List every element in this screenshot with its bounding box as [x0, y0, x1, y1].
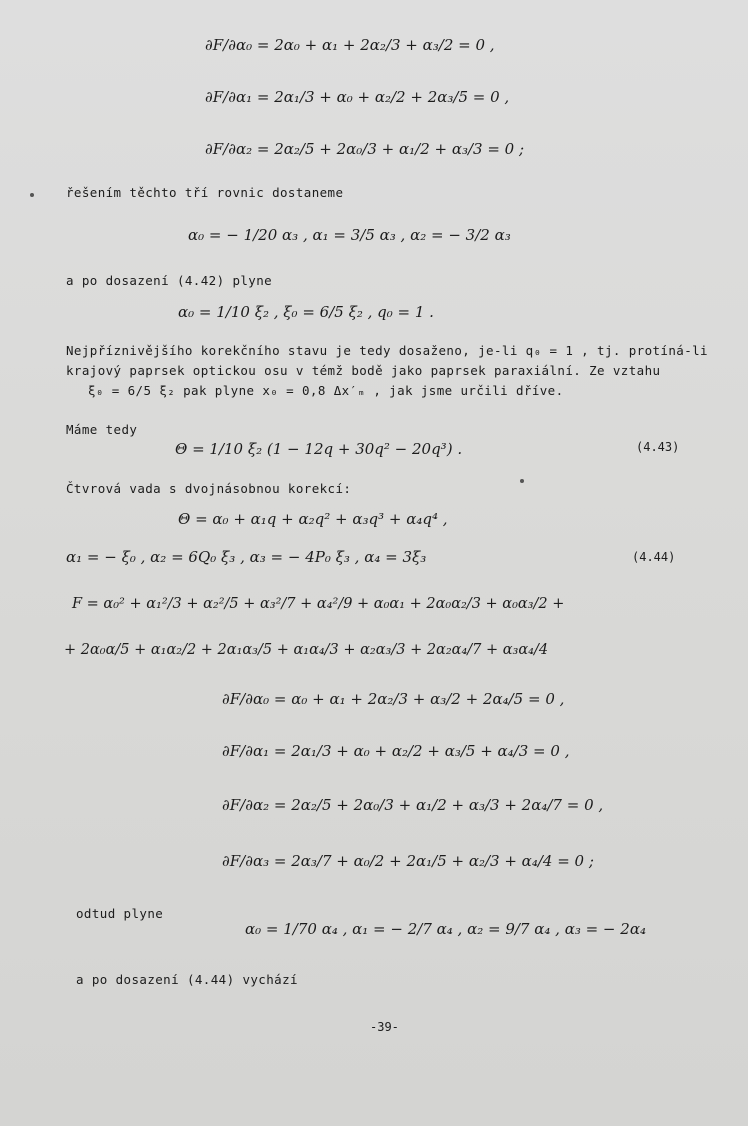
text-quadruple-error: Čtvrová vada s dvojnásobnou korekcí: — [66, 481, 352, 496]
paragraph-line-1: Nejpříznivějšího korekčního stavu je tedy dosaženo, je-li q₀ = 1 , tj. protíná-li — [66, 343, 708, 358]
equation2-dF-dalpha0: ∂F/∂α₀ = α₀ + α₁ + 2α₂/3 + α₃/2 + 2α₄/5 = 0 , — [222, 690, 565, 708]
equation-F-line-2: + 2α₀α/5 + α₁α₂/2 + 2α₁α₃/5 + α₁α₄/3 + α₂α₃/3 + 2α₂α₄/7 + α₃α₄/4 — [64, 642, 549, 658]
equation2-dF-dalpha3: ∂F/∂α₃ = 2α₃/7 + α₀/2 + 2α₁/5 + α₂/3 + α₄/4 = 0 ; — [222, 852, 594, 870]
equation-dF-dalpha1: ∂F/∂α₁ = 2α₁/3 + α₀ + α₂/2 + 2α₃/5 = 0 , — [205, 88, 510, 106]
text-substitution: a po dosazení (4.42) plyne — [66, 273, 273, 288]
text-solving: řešením těchto tří rovnic dostaneme — [66, 185, 344, 200]
equation-number-443: (4.43) — [636, 440, 680, 454]
equation-solution2: α₀ = 1/70 α₄ , α₁ = − 2/7 α₄ , α₂ = 9/7 α₄ , α₃ = − 2α₄ — [245, 920, 646, 938]
equation-solution1: α₀ = − 1/20 α₃ , α₁ = 3/5 α₃ , α₂ = − 3/2 α₃ — [188, 226, 511, 244]
equation2-dF-dalpha1: ∂F/∂α₁ = 2α₁/3 + α₀ + α₂/2 + α₃/5 + α₄/3 = 0 , — [222, 742, 570, 760]
paragraph-line-2: krajový paprsek optickou osu v témž bodě jako paprsek paraxiální. Ze vztahu — [66, 363, 661, 378]
equation-dF-dalpha2: ∂F/∂α₂ = 2α₂/5 + 2α₀/3 + α₁/2 + α₃/3 = 0 ; — [205, 140, 525, 158]
page-number: -39- — [370, 1020, 399, 1034]
equation-dF-dalpha0: ∂F/∂α₀ = 2α₀ + α₁ + 2α₂/3 + α₃/2 = 0 , — [205, 36, 495, 54]
margin-dot-2 — [520, 479, 524, 483]
equation-substitution: α₀ = 1/10 ξ₂ , ξ₀ = 6/5 ξ₂ , q₀ = 1 . — [178, 303, 434, 321]
paragraph-line-3: ξ₀ = 6/5 ξ₂ pak plyne x₀ = 0,8 Δx′ₘ , jak jsme určili dříve. — [88, 383, 564, 398]
equation2-dF-dalpha2: ∂F/∂α₂ = 2α₂/5 + 2α₀/3 + α₁/2 + α₃/3 + 2α₄/7 = 0 , — [222, 796, 604, 814]
equation-F-line-1: F = α₀² + α₁²/3 + α₂²/5 + α₃²/7 + α₄²/9 + α₀α₁ + 2α₀α₂/3 + α₀α₃/2 + — [72, 596, 565, 612]
margin-dot — [30, 193, 34, 197]
equation-number-444: (4.44) — [632, 550, 676, 564]
equation-theta-polynomial: Θ = α₀ + α₁q + α₂q² + α₃q³ + α₄q⁴ , — [178, 510, 448, 528]
text-mame-tedy: Máme tedy — [66, 422, 138, 437]
text-final-substitution: a po dosazení (4.44) vychází — [76, 972, 298, 987]
equation-alpha-coefficients: α₁ = − ξ₀ , α₂ = 6Q₀ ξ₃ , α₃ = − 4P₀ ξ₃ , α₄ = 3ξ₃ — [66, 548, 427, 566]
text-odtud-plyne: odtud plyne — [76, 906, 164, 921]
equation-theta-443: Θ = 1/10 ξ₂ (1 − 12q + 30q² − 20q³) . — [175, 440, 463, 458]
